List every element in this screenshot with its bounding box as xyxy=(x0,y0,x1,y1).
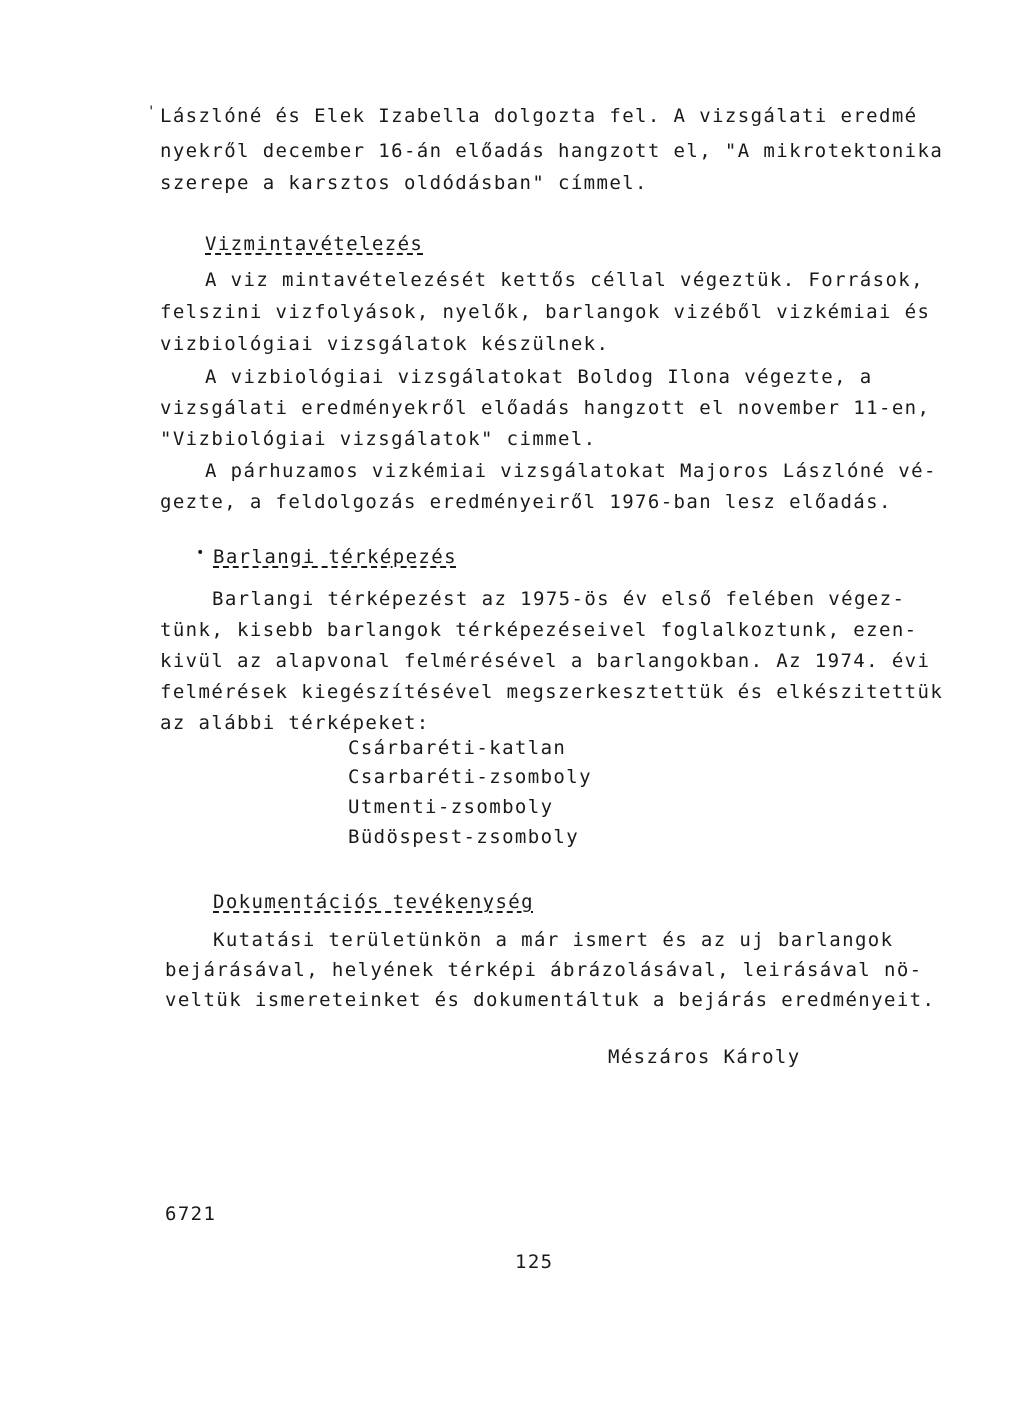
paragraph-line: felmérések kiegészítésével megszerkesztettük és elkészitettük xyxy=(160,681,944,703)
section-heading-mapping: Barlangi térképezés xyxy=(213,546,457,568)
paragraph-line: "Vizbiológiai vizsgálatok" cimmel. xyxy=(160,428,597,450)
map-list-item: Büdöspest-zsomboly xyxy=(348,826,580,848)
paragraph-line: A vizbiológiai vizsgálatokat Boldog Ilona végezte, a xyxy=(205,366,873,388)
paragraph-line: vizsgálati eredményekről előadás hangzott el november 11-en, xyxy=(160,397,931,419)
signature-name: Mészáros Károly xyxy=(608,1046,801,1068)
map-list-item: Utmenti-zsomboly xyxy=(348,796,554,818)
paragraph-line: nyekről december 16-án előadás hangzott el, "A mikrotektonika xyxy=(160,140,944,162)
paragraph-line: bejárásával, helyének térképi ábrázolásával, leirásával nö- xyxy=(165,959,923,981)
paragraph-line: gezte, a feldolgozás eredményeiről 1976-ban lesz előadás. xyxy=(160,491,892,513)
bullet-dot: • xyxy=(196,545,205,561)
paragraph-line: vizbiológiai vizsgálatok készülnek. xyxy=(160,333,610,355)
paragraph-line: Barlangi térképezést az 1975-ös év első felében végez- xyxy=(212,588,906,610)
paragraph-line: veltük ismereteinket és dokumentáltuk a bejárás eredményeit. xyxy=(165,989,936,1011)
paragraph-line: tünk, kisebb barlangok térképezéseivel foglalkoztunk, ezen- xyxy=(160,619,918,641)
paragraph-line: felszini vizfolyások, nyelők, barlangok vizéből vizkémiai és xyxy=(160,301,931,323)
paragraph-line: kivül az alapvonal felmérésével a barlangokban. Az 1974. évi xyxy=(160,650,931,672)
section-heading-water: Vizmintavételezés xyxy=(205,233,424,255)
page-number: 125 xyxy=(515,1251,554,1273)
paragraph-line: A párhuzamos vizkémiai vizsgálatokat Majoros Lászlóné vé- xyxy=(205,460,937,482)
paragraph-line: A viz mintavételezését kettős céllal végeztük. Források, xyxy=(205,269,924,291)
paragraph-line: az alábbi térképeket: xyxy=(160,712,430,734)
paragraph-line: Kutatási területünkön a már ismert és az uj barlangok xyxy=(213,929,894,951)
section-heading-docs: Dokumentációs tevékenység xyxy=(213,891,534,913)
margin-tick-mark: ' xyxy=(147,104,156,120)
map-list-item: Csarbaréti-zsomboly xyxy=(348,766,592,788)
map-list-item: Csárbaréti-katlan xyxy=(348,737,567,759)
paragraph-line: Lászlóné és Elek Izabella dolgozta fel. A vizsgálati eredmé xyxy=(160,105,918,127)
paragraph-line: szerepe a karsztos oldódásban" címmel. xyxy=(160,172,648,194)
footer-code: 6721 xyxy=(165,1203,217,1225)
